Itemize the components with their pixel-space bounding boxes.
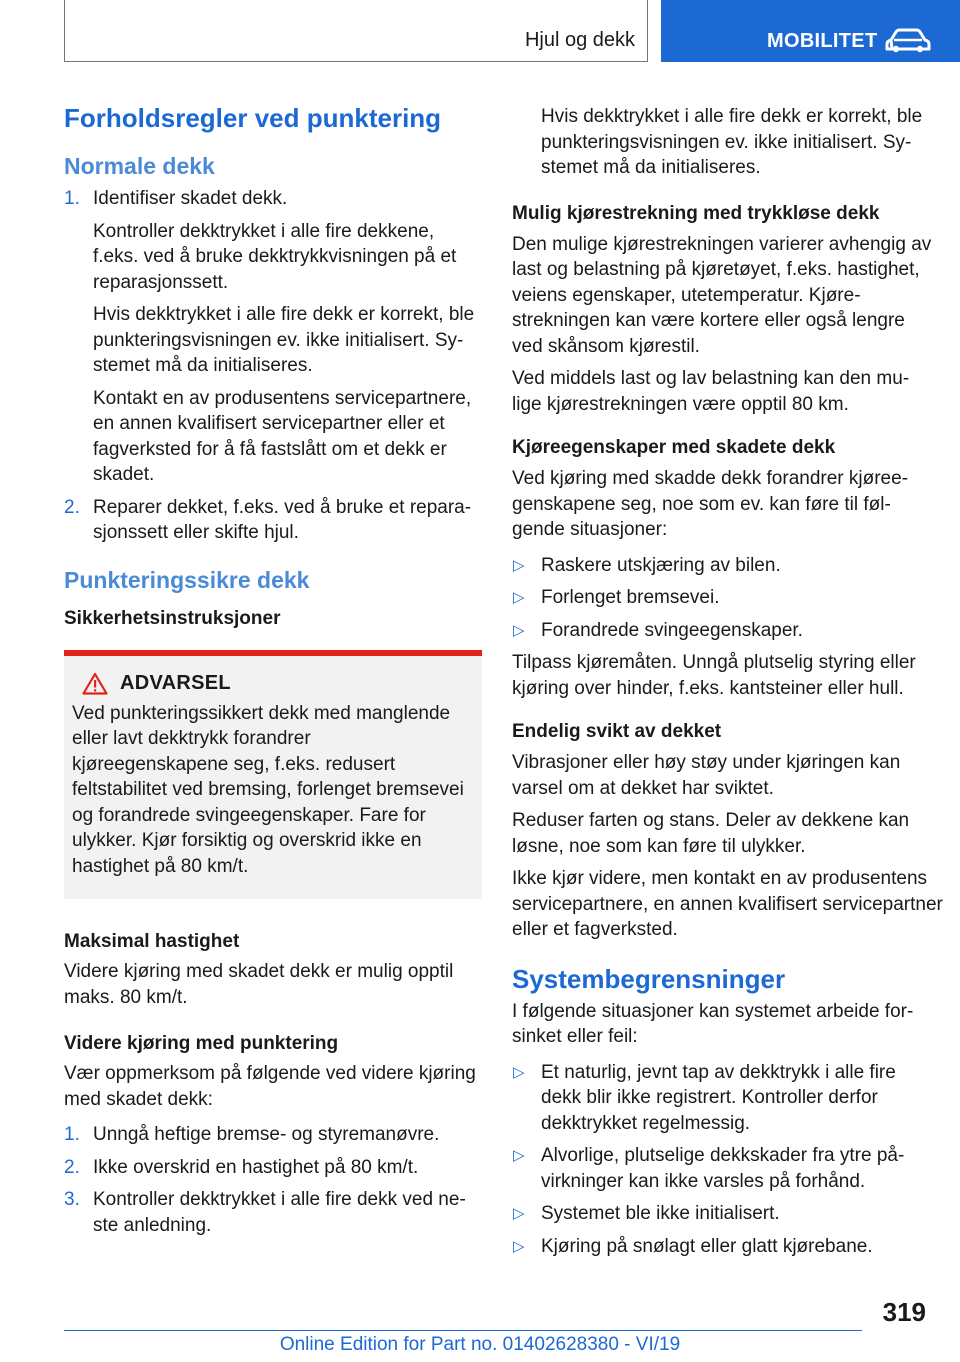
footer-divider bbox=[64, 1330, 862, 1331]
step-number: 3. bbox=[64, 1189, 80, 1210]
continued-text: Hvis dekktrykket i alle fire dekk er korrekt, ble punkteringsvisningen ev. ikke initialisert. Systemet må da initialiseres. bbox=[541, 106, 923, 178]
bullet-triangle-icon: ▷ bbox=[513, 1063, 525, 1081]
list-item bbox=[512, 1060, 932, 1137]
bullet-text: Forandrede svingeegenskaper. bbox=[541, 619, 803, 641]
section-title: Forholdsregler ved punktering bbox=[64, 103, 442, 133]
list-item bbox=[512, 553, 932, 579]
subsection-normal-heading: Normale dekk bbox=[64, 153, 215, 179]
system-limits-text: I følgende situasjoner kan systemet arbeide forsinket eller feil: bbox=[512, 1000, 914, 1047]
bullet-text: Forlenget bremsevei. bbox=[541, 587, 720, 608]
car-icon bbox=[885, 28, 931, 54]
header-section-title: Hjul og dekk bbox=[524, 29, 635, 51]
footer-edition: Online Edition for Part no. 01402628380 - VI/19 bbox=[279, 1334, 681, 1355]
list-item bbox=[64, 1155, 482, 1181]
header-section-box bbox=[64, 0, 648, 62]
page-number: 319 bbox=[882, 1297, 926, 1327]
step-text: Kontroller dekktrykket i alle fire dekk ved neste anledning. bbox=[93, 1189, 466, 1236]
step-text: Identifiser skadet dekk. bbox=[93, 188, 288, 209]
bullet-triangle-icon: ▷ bbox=[513, 556, 525, 574]
handling-heading: Kjøreegenskaper med skadete dekk bbox=[512, 437, 836, 458]
step-subtext: Kontroller dekktrykket i alle fire dekkene, f.eks. ved å bruke dekktrykkvisningen på et reparasjonssett. bbox=[93, 220, 457, 293]
max-speed-heading: Maksimal hastighet bbox=[64, 931, 240, 952]
bullet-triangle-icon: ▷ bbox=[513, 1147, 525, 1164]
step-number: 2. bbox=[64, 1156, 80, 1178]
safety-instructions-heading: Sikkerhetsinstruksjoner bbox=[64, 607, 281, 629]
bullet-text: Raskere utskjæring av bilen. bbox=[541, 554, 781, 576]
step-number: 1. bbox=[64, 188, 80, 209]
list-item bbox=[64, 1187, 482, 1238]
header-chapter-label: MOBILITET bbox=[767, 30, 878, 52]
right-column bbox=[512, 104, 943, 1266]
bullet-triangle-icon: ▷ bbox=[513, 621, 525, 639]
bullet-text: Systemet ble ikke initialisert. bbox=[541, 1203, 780, 1224]
bullet-text: Et naturlig, jevnt tap av dekktrykk i alle fire dekk blir ikke registrert. Kontroller derfor dekktrykket regelmessig. bbox=[541, 1061, 896, 1134]
warning-label: ADVARSEL bbox=[120, 671, 231, 694]
system-limits-heading: Systembegrensninger bbox=[512, 963, 786, 994]
header-chapter-tab bbox=[661, 0, 960, 62]
list-item bbox=[64, 495, 482, 546]
step-subtext: Kontakt en av produsentens servicepartnere, en annen kvalifisert servicepartner eller et fagverksted for å få fastslått om et dekk er skadet. bbox=[93, 387, 472, 485]
handling-after-text: Tilpass kjøremåten. Unngå plutselig styring eller kjøring over hinder, f.eks. kantsteiner eller hull. bbox=[512, 652, 916, 699]
step-subtext: Hvis dekktrykket i alle fire dekk er korrekt, ble punkteringsvisningen ev. ikke initialisert. Systemet må da initialiseres. bbox=[93, 304, 475, 376]
list-item bbox=[512, 1234, 932, 1260]
warning-box bbox=[64, 650, 482, 900]
bullet-triangle-icon: ▷ bbox=[513, 589, 525, 606]
handling-text: Ved kjøring med skadde dekk forandrer kjøreegenskapene seg, noe som ev. kan føre til følgende situasjoner: bbox=[512, 468, 909, 540]
failure-text-1: Vibrasjoner eller høy støy under kjøringen kan varsel om at dekket har sviktet. bbox=[512, 752, 901, 799]
failure-text-2: Reduser farten og stans. Deler av dekkene kan løsne, noe som kan føre til ulykker. bbox=[512, 810, 910, 857]
bullet-text: Kjøring på snølagt eller glatt kjørebane. bbox=[541, 1235, 873, 1257]
normal-steps-list bbox=[64, 186, 482, 546]
list-item bbox=[512, 585, 932, 611]
continue-steps-list bbox=[64, 1122, 482, 1238]
list-item bbox=[512, 1201, 932, 1227]
bullet-triangle-icon: ▷ bbox=[513, 1237, 525, 1255]
continue-driving-heading: Videre kjøring med punktering bbox=[64, 1033, 339, 1054]
max-speed-text: Videre kjøring med skadet dekk er mulig opptil maks. 80 km/t. bbox=[64, 961, 454, 1008]
system-limits-list bbox=[512, 1060, 932, 1260]
warning-text: Ved punkteringssikkert dekk med manglende eller lavt dekktrykk forandrer kjøreegenskapene seg, f.eks. redusert feltstabilitet ved bremsing, forlenget bremsevei og forandrede svingeegenskaper. Fare for ulykker. Kjør forsiktig og overskrid ikke en hastighet på 80 km/t. bbox=[72, 702, 464, 877]
warning-triangle-icon bbox=[82, 672, 108, 695]
list-item bbox=[512, 1143, 932, 1194]
step-text: Unngå heftige bremse- og styremanøvre. bbox=[93, 1124, 440, 1145]
handling-list bbox=[512, 553, 932, 644]
list-item bbox=[64, 186, 482, 488]
step-number: 2. bbox=[64, 496, 80, 518]
range-heading: Mulig kjørestrekning med trykkløse dekk bbox=[512, 202, 880, 224]
list-item bbox=[512, 618, 932, 644]
step-text: Ikke overskrid en hastighet på 80 km/t. bbox=[93, 1156, 419, 1178]
bullet-text: Alvorlige, plutselige dekkskader fra ytre påvirkninger kan ikke varsles på forhånd. bbox=[541, 1145, 905, 1192]
step-text: Reparer dekket, f.eks. ved å bruke et reparasjonssett eller skifte hjul. bbox=[93, 496, 472, 543]
continue-driving-text: Vær oppmerksom på følgende ved videre kjøring med skadet dekk: bbox=[64, 1063, 476, 1110]
step-number: 1. bbox=[64, 1124, 80, 1145]
failure-heading: Endelig svikt av dekket bbox=[512, 721, 722, 742]
range-text-2: Ved middels last og lav belastning kan den mulige kjørestrekningen være opptil 80 km. bbox=[512, 368, 910, 415]
failure-text-3: Ikke kjør videre, men kontakt en av produsentens servicepartnere, en annen kvalifisert servicepartner eller et fagverksted. bbox=[512, 868, 943, 940]
range-text-1: Den mulige kjørestrekningen varierer avhengig av last og belastning på kjøretøyet, f.eks. hastighet, veiens egenskaper, utetemperatur. Kjørestrekningen kan være kortere eller også lengre ved skånsom kjørestil. bbox=[512, 233, 932, 357]
list-item bbox=[64, 1122, 482, 1148]
subsection-runflat-heading: Punkteringssikre dekk bbox=[64, 566, 310, 593]
bullet-triangle-icon: ▷ bbox=[513, 1205, 525, 1222]
left-column bbox=[64, 100, 482, 1246]
